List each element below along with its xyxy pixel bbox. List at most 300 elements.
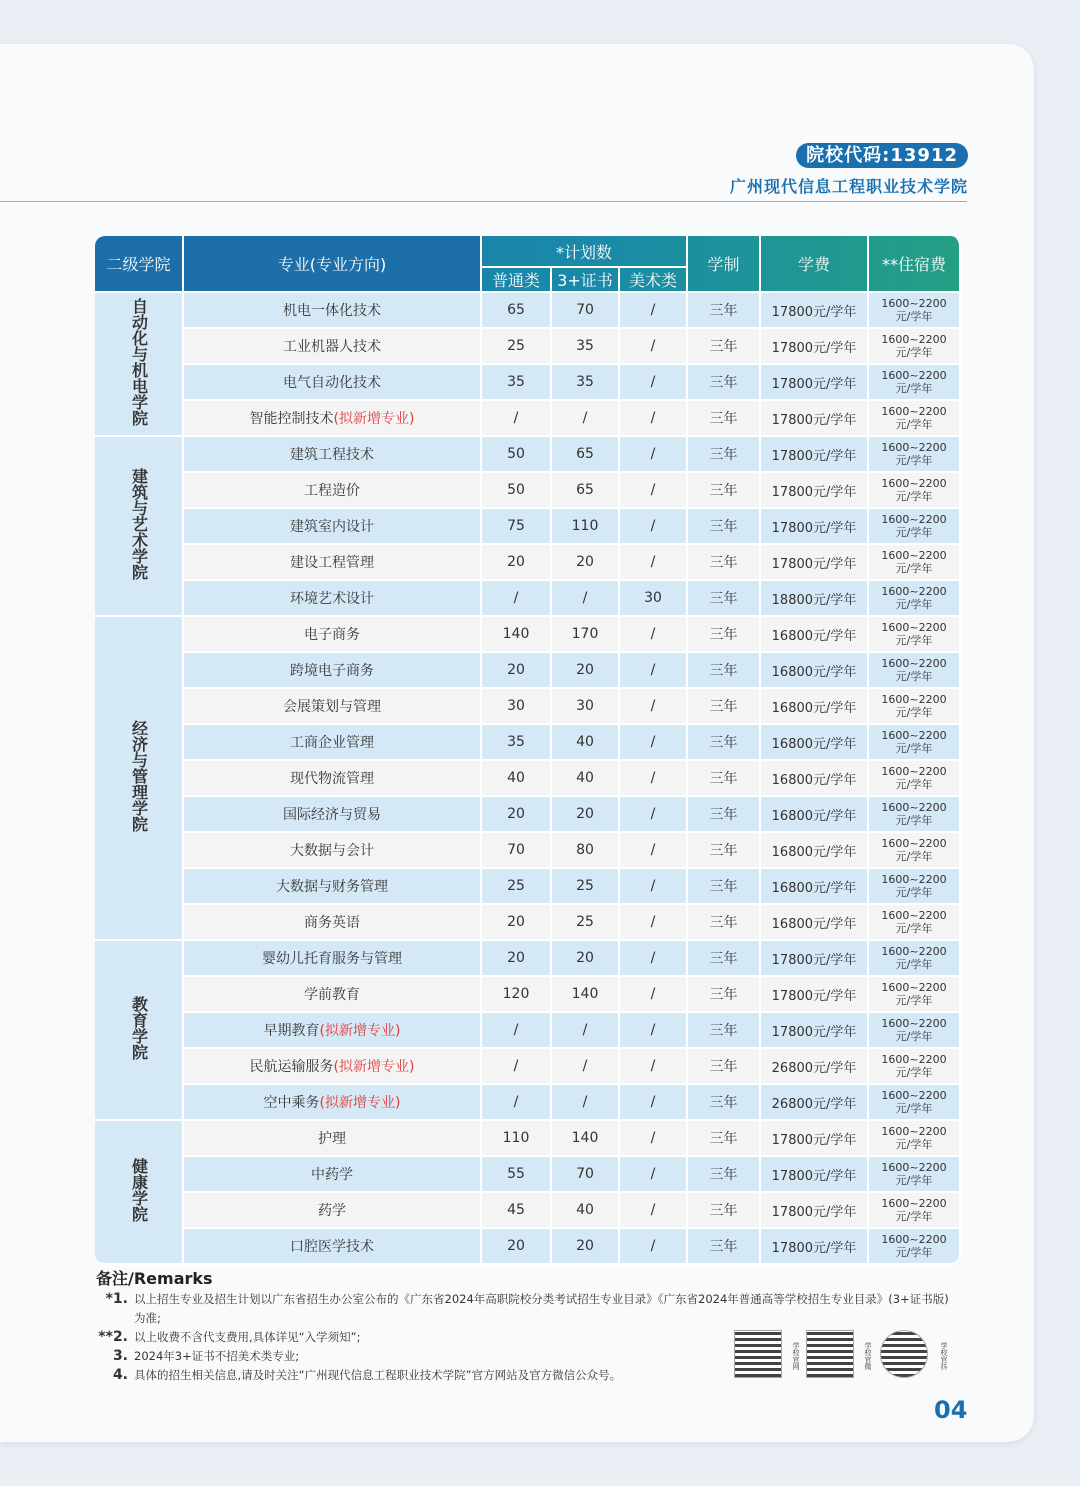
dorm-fee-unit: 元/学年	[895, 310, 933, 323]
major-name: 机电一体化技术	[283, 303, 381, 319]
plan-general-cell: /	[482, 1013, 552, 1049]
dorm-fee-cell	[869, 581, 961, 617]
note-item	[96, 1366, 724, 1385]
dorm-fee-range: 1600~2200	[881, 657, 947, 670]
duration-cell: 三年	[688, 905, 761, 941]
plan-general-cell: 45	[482, 1193, 552, 1229]
major-name: 护理	[318, 1131, 346, 1147]
dorm-fee-unit: 元/学年	[895, 886, 933, 899]
major-cell	[184, 545, 482, 581]
dorm-fee-range: 1600~2200	[881, 1125, 947, 1138]
duration-cell: 三年	[688, 545, 761, 581]
dorm-fee-unit: 元/学年	[895, 706, 933, 719]
dorm-fee-cell	[869, 545, 961, 581]
plan-general-cell: 110	[482, 1121, 552, 1157]
plan-art-cell: /	[620, 1049, 688, 1085]
qr-code-website[interactable]	[734, 1330, 782, 1380]
dorm-fee-range: 1600~2200	[881, 1017, 947, 1030]
major-name: 会展策划与管理	[283, 699, 381, 715]
major-name: 商务英语	[304, 915, 360, 931]
plan-cert-cell: 20	[552, 1229, 620, 1265]
dorm-fee-unit: 元/学年	[895, 1174, 933, 1187]
dorm-fee-unit: 元/学年	[895, 454, 933, 467]
tuition-cell: 17800元/学年	[761, 365, 869, 401]
page-number: 04	[934, 1396, 968, 1424]
dorm-fee-range: 1600~2200	[881, 477, 947, 490]
duration-cell: 三年	[688, 509, 761, 545]
plan-cert-cell: 140	[552, 977, 620, 1013]
plan-art-cell: /	[620, 401, 688, 437]
dorm-fee-range: 1600~2200	[881, 1161, 947, 1174]
plan-cert-cell: 70	[552, 1157, 620, 1193]
tuition-cell: 16800元/学年	[761, 653, 869, 689]
plan-general-cell: 50	[482, 437, 552, 473]
header-major: 专业(专业方向)	[184, 236, 482, 293]
plan-art-cell: /	[620, 905, 688, 941]
plan-general-cell: 75	[482, 509, 552, 545]
header-college: 二级学院	[95, 236, 184, 293]
duration-cell: 三年	[688, 581, 761, 617]
dorm-fee-cell	[869, 437, 961, 473]
table-row	[95, 437, 961, 473]
plan-general-cell: 25	[482, 869, 552, 905]
plan-art-cell: /	[620, 833, 688, 869]
dorm-fee-cell	[869, 869, 961, 905]
table-row	[95, 1193, 961, 1229]
table-row	[95, 797, 961, 833]
dorm-fee-cell	[869, 941, 961, 977]
college-cell	[95, 437, 184, 617]
dorm-fee-unit: 元/学年	[895, 1138, 933, 1151]
tuition-cell: 17800元/学年	[761, 293, 869, 329]
tuition-cell: 17800元/学年	[761, 1121, 869, 1157]
major-cell	[184, 473, 482, 509]
dorm-fee-range: 1600~2200	[881, 1233, 947, 1246]
dorm-fee-cell	[869, 365, 961, 401]
plan-cert-cell: 65	[552, 437, 620, 473]
dorm-fee-unit: 元/学年	[895, 1030, 933, 1043]
dorm-fee-range: 1600~2200	[881, 981, 947, 994]
note-number: **2.	[98, 1329, 128, 1345]
major-cell	[184, 617, 482, 653]
duration-cell: 三年	[688, 977, 761, 1013]
table-row	[95, 545, 961, 581]
dorm-fee-unit: 元/学年	[895, 922, 933, 935]
major-cell	[184, 1121, 482, 1157]
plan-art-cell: /	[620, 473, 688, 509]
tuition-cell: 17800元/学年	[761, 473, 869, 509]
header-general: 普通类	[482, 268, 552, 293]
table-row	[95, 329, 961, 365]
dorm-fee-range: 1600~2200	[881, 1089, 947, 1102]
plan-cert-cell: 35	[552, 365, 620, 401]
plan-art-cell: /	[620, 941, 688, 977]
qr-code-douyin[interactable]	[880, 1330, 928, 1380]
major-name: 跨境电子商务	[290, 663, 374, 679]
major-cell	[184, 977, 482, 1013]
major-name: 现代物流管理	[290, 771, 374, 787]
dorm-fee-range: 1600~2200	[881, 585, 947, 598]
major-cell	[184, 725, 482, 761]
dorm-fee-unit: 元/学年	[895, 778, 933, 791]
plan-art-cell: /	[620, 797, 688, 833]
major-cell	[184, 329, 482, 365]
major-cell	[184, 905, 482, 941]
tuition-cell: 16800元/学年	[761, 725, 869, 761]
plan-general-cell: 20	[482, 941, 552, 977]
dorm-fee-range: 1600~2200	[881, 1197, 947, 1210]
dorm-fee-unit: 元/学年	[895, 634, 933, 647]
plan-art-cell: /	[620, 617, 688, 653]
note-item	[96, 1290, 956, 1328]
dorm-fee-unit: 元/学年	[895, 814, 933, 827]
dorm-fee-range: 1600~2200	[881, 765, 947, 778]
duration-cell: 三年	[688, 401, 761, 437]
plan-cert-cell: /	[552, 1013, 620, 1049]
major-cell	[184, 1085, 482, 1121]
plan-art-cell: /	[620, 869, 688, 905]
plan-art-cell: /	[620, 761, 688, 797]
major-name: 大数据与会计	[290, 843, 374, 859]
duration-cell: 三年	[688, 1229, 761, 1265]
dorm-fee-range: 1600~2200	[881, 729, 947, 742]
major-cell	[184, 1229, 482, 1265]
duration-cell: 三年	[688, 725, 761, 761]
college-name: 教育学院	[129, 996, 149, 1060]
major-cell	[184, 293, 482, 329]
table-row	[95, 581, 961, 617]
college-name: 健康学院	[129, 1158, 149, 1222]
dorm-fee-unit: 元/学年	[895, 1102, 933, 1115]
tuition-cell: 16800元/学年	[761, 869, 869, 905]
duration-cell: 三年	[688, 1121, 761, 1157]
note-text: 以上收费不含代支费用,具体详见“入学须知”;	[134, 1330, 361, 1344]
major-name: 药学	[318, 1203, 346, 1219]
major-name: 空中乘务	[263, 1095, 320, 1111]
header-art: 美术类	[620, 268, 688, 293]
major-name: 智能控制技术	[249, 411, 334, 427]
plan-general-cell: /	[482, 1049, 552, 1085]
table-row	[95, 1229, 961, 1265]
tuition-cell: 26800元/学年	[761, 1049, 869, 1085]
table-row	[95, 293, 961, 329]
tuition-cell: 26800元/学年	[761, 1085, 869, 1121]
major-cell	[184, 509, 482, 545]
plan-art-cell: /	[620, 1121, 688, 1157]
dorm-fee-cell	[869, 1013, 961, 1049]
dorm-fee-range: 1600~2200	[881, 297, 947, 310]
major-cell	[184, 365, 482, 401]
table-row	[95, 1013, 961, 1049]
major-cell	[184, 689, 482, 725]
note-number: 3.	[112, 1348, 128, 1364]
dorm-fee-range: 1600~2200	[881, 1053, 947, 1066]
major-name: 工业机器人技术	[283, 339, 381, 355]
duration-cell: 三年	[688, 473, 761, 509]
qr-code-icon	[806, 1330, 854, 1378]
dorm-fee-range: 1600~2200	[881, 549, 947, 562]
major-cell	[184, 653, 482, 689]
major-name: 建设工程管理	[290, 555, 374, 571]
major-name: 口腔医学技术	[290, 1239, 374, 1255]
table-row	[95, 689, 961, 725]
plan-art-cell: /	[620, 689, 688, 725]
plan-cert-cell: 25	[552, 905, 620, 941]
plan-art-cell: /	[620, 1085, 688, 1121]
duration-cell: 三年	[688, 1013, 761, 1049]
dorm-fee-range: 1600~2200	[881, 945, 947, 958]
college-name: 经济与管理学院	[129, 720, 149, 832]
duration-cell: 三年	[688, 797, 761, 833]
plan-cert-cell: 25	[552, 869, 620, 905]
dorm-fee-unit: 元/学年	[895, 526, 933, 539]
plan-art-cell: /	[620, 653, 688, 689]
dorm-fee-cell	[869, 473, 961, 509]
plan-art-cell: /	[620, 509, 688, 545]
tuition-cell: 16800元/学年	[761, 833, 869, 869]
dorm-fee-range: 1600~2200	[881, 369, 947, 382]
duration-cell: 三年	[688, 869, 761, 905]
college-cell	[95, 617, 184, 941]
tuition-cell: 16800元/学年	[761, 617, 869, 653]
header-rule	[0, 201, 967, 202]
table-row	[95, 761, 961, 797]
major-cell	[184, 869, 482, 905]
major-cell	[184, 1193, 482, 1229]
plan-cert-cell: 20	[552, 653, 620, 689]
plan-general-cell: /	[482, 581, 552, 617]
plan-cert-cell: 40	[552, 1193, 620, 1229]
table-row	[95, 1121, 961, 1157]
plan-general-cell: 140	[482, 617, 552, 653]
table-row	[95, 869, 961, 905]
dorm-fee-cell	[869, 401, 961, 437]
tuition-cell: 17800元/学年	[761, 437, 869, 473]
duration-cell: 三年	[688, 617, 761, 653]
table-row	[95, 1049, 961, 1085]
new-major-tag: (拟新增专业)	[333, 411, 415, 427]
plan-cert-cell: 30	[552, 689, 620, 725]
dorm-fee-unit: 元/学年	[895, 850, 933, 863]
note-text: 以上招生专业及招生计划以广东省招生办公室公布的《广东省2024年高职院校分类考试招生专业目录》《广东省2024年普通高等学校招生专业目录》(3+证书版)为准;	[134, 1292, 949, 1325]
note-text: 具体的招生相关信息,请及时关注“广州现代信息工程职业技术学院”官方网站及官方微信公众号。	[134, 1368, 622, 1382]
dorm-fee-cell	[869, 293, 961, 329]
duration-cell: 三年	[688, 1085, 761, 1121]
qr-label-website: 学校官网	[792, 1342, 800, 1370]
major-name: 学前教育	[304, 987, 360, 1003]
table-row	[95, 833, 961, 869]
plan-general-cell: 20	[482, 545, 552, 581]
tuition-cell: 18800元/学年	[761, 581, 869, 617]
plan-general-cell: 35	[482, 365, 552, 401]
dorm-fee-range: 1600~2200	[881, 405, 947, 418]
major-cell	[184, 581, 482, 617]
table-row	[95, 617, 961, 653]
plan-cert-cell: /	[552, 1049, 620, 1085]
plan-cert-cell: 80	[552, 833, 620, 869]
college-name: 建筑与艺术学院	[129, 468, 149, 580]
plan-art-cell: 30	[620, 581, 688, 617]
dorm-fee-unit: 元/学年	[895, 562, 933, 575]
dorm-fee-range: 1600~2200	[881, 513, 947, 526]
major-cell	[184, 797, 482, 833]
dorm-fee-cell	[869, 1193, 961, 1229]
plan-cert-cell: 20	[552, 941, 620, 977]
dorm-fee-cell	[869, 797, 961, 833]
admission-table	[95, 236, 961, 1265]
new-major-tag: (拟新增专业)	[319, 1023, 401, 1039]
plan-general-cell: 20	[482, 653, 552, 689]
school-code-badge: 院校代码:13912	[796, 143, 968, 168]
dorm-fee-range: 1600~2200	[881, 693, 947, 706]
plan-art-cell: /	[620, 1157, 688, 1193]
plan-cert-cell: 110	[552, 509, 620, 545]
dorm-fee-unit: 元/学年	[895, 1066, 933, 1079]
table-row	[95, 401, 961, 437]
plan-art-cell: /	[620, 977, 688, 1013]
plan-cert-cell: 65	[552, 473, 620, 509]
major-cell	[184, 761, 482, 797]
dorm-fee-cell	[869, 833, 961, 869]
plan-general-cell: 20	[482, 797, 552, 833]
plan-cert-cell: 70	[552, 293, 620, 329]
note-number: *1.	[105, 1291, 128, 1307]
major-name: 婴幼儿托育服务与管理	[262, 951, 402, 967]
plan-art-cell: /	[620, 437, 688, 473]
duration-cell: 三年	[688, 653, 761, 689]
plan-general-cell: /	[482, 401, 552, 437]
plan-cert-cell: 20	[552, 545, 620, 581]
plan-general-cell: 55	[482, 1157, 552, 1193]
major-cell	[184, 437, 482, 473]
major-name: 工商企业管理	[290, 735, 374, 751]
tuition-cell: 17800元/学年	[761, 1193, 869, 1229]
dorm-fee-cell	[869, 653, 961, 689]
major-name: 工程造价	[304, 483, 360, 499]
table-row	[95, 977, 961, 1013]
table-row	[95, 905, 961, 941]
header-cert: 3+证书	[552, 268, 620, 293]
plan-art-cell: /	[620, 365, 688, 401]
major-name: 建筑室内设计	[290, 519, 374, 535]
college-cell	[95, 1121, 184, 1265]
dorm-fee-cell	[869, 1121, 961, 1157]
qr-code-icon	[880, 1330, 928, 1378]
major-name: 电气自动化技术	[283, 375, 381, 391]
qr-label-douyin: 学校官抖	[940, 1342, 948, 1370]
dorm-fee-range: 1600~2200	[881, 333, 947, 346]
table-row	[95, 1085, 961, 1121]
duration-cell: 三年	[688, 833, 761, 869]
dorm-fee-unit: 元/学年	[895, 958, 933, 971]
dorm-fee-cell	[869, 977, 961, 1013]
plan-general-cell: 70	[482, 833, 552, 869]
dorm-fee-cell	[869, 1049, 961, 1085]
dorm-fee-unit: 元/学年	[895, 598, 933, 611]
header-tuition: 学费	[761, 236, 869, 293]
major-name: 民航运输服务	[249, 1059, 334, 1075]
plan-general-cell: 35	[482, 725, 552, 761]
dorm-fee-range: 1600~2200	[881, 873, 947, 886]
dorm-fee-cell	[869, 689, 961, 725]
plan-general-cell: 25	[482, 329, 552, 365]
plan-art-cell: /	[620, 329, 688, 365]
plan-cert-cell: 140	[552, 1121, 620, 1157]
plan-cert-cell: /	[552, 581, 620, 617]
plan-cert-cell: /	[552, 1085, 620, 1121]
table-row	[95, 941, 961, 977]
note-text: 2024年3+证书不招美术类专业;	[134, 1349, 300, 1363]
major-name: 环境艺术设计	[290, 591, 374, 607]
duration-cell: 三年	[688, 329, 761, 365]
tuition-cell: 17800元/学年	[761, 1157, 869, 1193]
dorm-fee-unit: 元/学年	[895, 346, 933, 359]
duration-cell: 三年	[688, 293, 761, 329]
duration-cell: 三年	[688, 1193, 761, 1229]
duration-cell: 三年	[688, 1157, 761, 1193]
college-cell	[95, 293, 184, 437]
dorm-fee-unit: 元/学年	[895, 1246, 933, 1259]
dorm-fee-cell	[869, 761, 961, 797]
new-major-tag: (拟新增专业)	[333, 1059, 415, 1075]
table-row	[95, 725, 961, 761]
dorm-fee-range: 1600~2200	[881, 909, 947, 922]
major-name: 国际经济与贸易	[283, 807, 381, 823]
new-major-tag: (拟新增专业)	[319, 1095, 401, 1111]
plan-cert-cell: /	[552, 401, 620, 437]
plan-cert-cell: 170	[552, 617, 620, 653]
note-number: 4.	[112, 1367, 128, 1383]
plan-art-cell: /	[620, 725, 688, 761]
qr-code-wechat[interactable]	[806, 1330, 854, 1380]
plan-art-cell: /	[620, 1193, 688, 1229]
table-row	[95, 653, 961, 689]
major-name: 早期教育	[263, 1023, 320, 1039]
plan-general-cell: 40	[482, 761, 552, 797]
duration-cell: 三年	[688, 437, 761, 473]
dorm-fee-cell	[869, 329, 961, 365]
duration-cell: 三年	[688, 1049, 761, 1085]
major-cell	[184, 1157, 482, 1193]
major-name: 中药学	[311, 1167, 353, 1183]
major-cell	[184, 941, 482, 977]
major-name: 大数据与财务管理	[276, 879, 388, 895]
plan-cert-cell: 20	[552, 797, 620, 833]
duration-cell: 三年	[688, 689, 761, 725]
dorm-fee-cell	[869, 725, 961, 761]
tuition-cell: 16800元/学年	[761, 797, 869, 833]
tuition-cell: 16800元/学年	[761, 689, 869, 725]
plan-art-cell: /	[620, 1013, 688, 1049]
header-plan: *计划数	[482, 236, 688, 268]
table-row	[95, 365, 961, 401]
plan-art-cell: /	[620, 293, 688, 329]
major-name: 建筑工程技术	[290, 447, 374, 463]
dorm-fee-cell	[869, 1229, 961, 1265]
dorm-fee-cell	[869, 1157, 961, 1193]
major-cell	[184, 1013, 482, 1049]
dorm-fee-range: 1600~2200	[881, 621, 947, 634]
dorm-fee-unit: 元/学年	[895, 1210, 933, 1223]
dorm-fee-unit: 元/学年	[895, 418, 933, 431]
plan-general-cell: 20	[482, 905, 552, 941]
plan-general-cell: 20	[482, 1229, 552, 1265]
qr-code-icon	[734, 1330, 782, 1378]
plan-general-cell: 50	[482, 473, 552, 509]
plan-art-cell: /	[620, 545, 688, 581]
dorm-fee-cell	[869, 509, 961, 545]
plan-art-cell: /	[620, 1229, 688, 1265]
